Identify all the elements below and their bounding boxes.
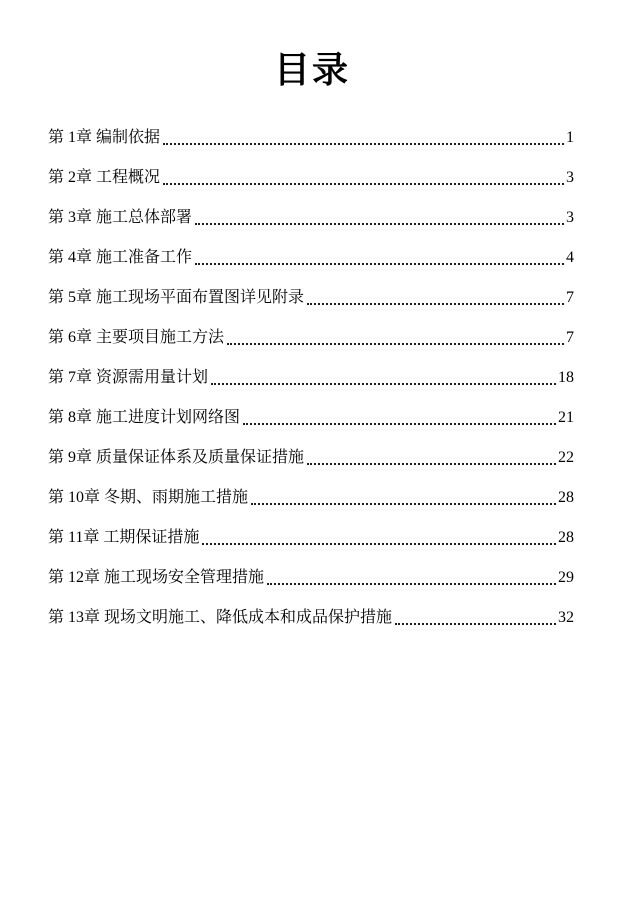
toc-entry-page: 22 (558, 449, 574, 466)
toc-entry-label: 第 7章 资源需用量计划 (48, 369, 209, 386)
toc-entry[interactable] (48, 238, 574, 278)
dot-leader-icon (267, 583, 556, 585)
toc-entry[interactable] (48, 518, 574, 558)
toc-entry[interactable] (48, 438, 574, 478)
toc-entry-label: 第 1章 编制依据 (48, 129, 161, 146)
toc-entry-page: 4 (566, 249, 574, 266)
toc-entry-label: 第 10章 冬期、雨期施工措施 (48, 489, 249, 506)
toc-list (0, 118, 624, 638)
toc-entry-page: 1 (566, 129, 574, 146)
toc-entry-label: 第 11章 工期保证措施 (48, 529, 200, 546)
toc-entry-label: 第 3章 施工总体部署 (48, 209, 193, 226)
toc-entry-label: 第 6章 主要项目施工方法 (48, 329, 225, 346)
dot-leader-icon (395, 623, 556, 625)
toc-entry-label: 第 13章 现场文明施工、降低成本和成品保护措施 (48, 609, 393, 626)
toc-entry-page: 28 (558, 489, 574, 506)
toc-entry-label: 第 8章 施工进度计划网络图 (48, 409, 241, 426)
toc-entry[interactable] (48, 318, 574, 358)
dot-leader-icon (227, 343, 564, 345)
page-title: 目录 (273, 50, 350, 90)
toc-entry[interactable] (48, 598, 574, 638)
toc-entry[interactable] (48, 118, 574, 158)
toc-entry-page: 3 (566, 169, 574, 186)
toc-entry-page: 29 (558, 569, 574, 586)
toc-entry-label: 第 4章 施工准备工作 (48, 249, 193, 266)
toc-entry[interactable] (48, 558, 574, 598)
toc-entry[interactable] (48, 398, 574, 438)
dot-leader-icon (163, 143, 564, 145)
dot-leader-icon (195, 223, 564, 225)
toc-entry-label: 第 2章 工程概况 (48, 169, 161, 186)
toc-entry-page: 28 (558, 529, 574, 546)
toc-entry[interactable] (48, 198, 574, 238)
toc-entry-page: 3 (566, 209, 574, 226)
toc-entry-page: 32 (558, 609, 574, 626)
toc-entry-label: 第 5章 施工现场平面布置图详见附录 (48, 289, 305, 306)
toc-entry[interactable] (48, 158, 574, 198)
dot-leader-icon (307, 303, 564, 305)
toc-entry-page: 18 (558, 369, 574, 386)
toc-entry[interactable] (48, 278, 574, 318)
toc-entry[interactable] (48, 358, 574, 398)
dot-leader-icon (195, 263, 564, 265)
toc-entry-page: 7 (566, 329, 574, 346)
dot-leader-icon (211, 383, 556, 385)
toc-entry-label: 第 9章 质量保证体系及质量保证措施 (48, 449, 305, 466)
dot-leader-icon (202, 543, 556, 545)
toc-entry-page: 21 (558, 409, 574, 426)
toc-entry-page: 7 (566, 289, 574, 306)
toc-entry[interactable] (48, 478, 574, 518)
dot-leader-icon (243, 423, 556, 425)
toc-entry-label: 第 12章 施工现场安全管理措施 (48, 569, 265, 586)
dot-leader-icon (307, 463, 556, 465)
dot-leader-icon (163, 183, 564, 185)
dot-leader-icon (251, 503, 556, 505)
